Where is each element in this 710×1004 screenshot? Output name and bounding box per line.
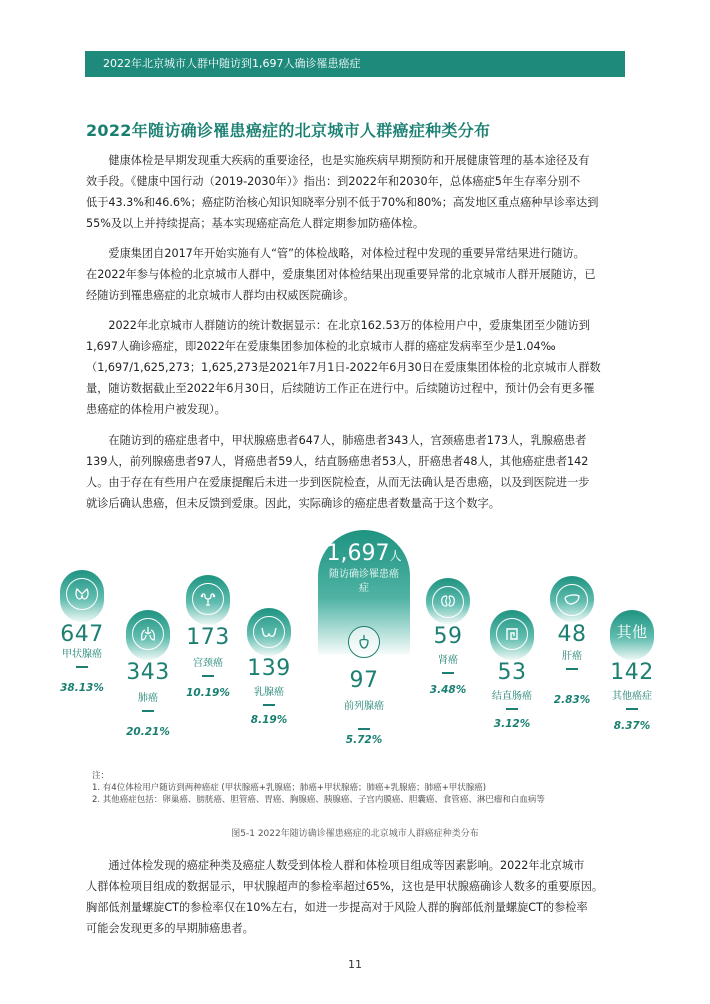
running-header: 2022年北京城市人群中随访到1,697人确诊罹患癌症: [85, 51, 625, 77]
category-percentage: 38.13%: [60, 682, 104, 694]
paragraph-line: 效手段。《健康中国行动（2019-2030年）》指出：到2022年和2030年，总体癌症5年生存率分别不: [86, 175, 581, 188]
divider: [506, 708, 518, 710]
divider: [202, 675, 214, 677]
paragraph-line: 健康体检是早期发现重大疾病的重要途径，也是实施疾病早期预防和开展健康管理的基本途径及有: [108, 154, 590, 167]
category-percentage: 3.12%: [493, 718, 531, 730]
prostate-icon: [348, 626, 380, 658]
paragraph-line: 就诊后确认患癌，但未反馈到爱康。因此，实际确诊的癌症患者数量高于这个数字。: [86, 497, 500, 510]
uterus-icon: [192, 583, 224, 615]
lung-icon: [132, 618, 164, 650]
divider: [626, 708, 638, 710]
category-percentage: 10.19%: [186, 687, 230, 699]
category-percentage: 2.83%: [553, 694, 591, 706]
category-percentage: 5.72%: [345, 734, 383, 746]
category-percentage: 20.21%: [126, 726, 170, 738]
divider: [76, 666, 88, 668]
paragraph-line: 在随访到的癌症患者中，甲状腺癌患者647人，肺癌患者343人，宫颈癌患者173人，乳腺癌患者: [108, 434, 587, 447]
section-title: 2022年随访确诊罹患癌症的北京城市人群癌症种类分布: [86, 121, 491, 140]
category-value: 48: [557, 622, 587, 647]
category-label: 其他癌症: [612, 691, 652, 702]
category-label: 肺癌: [138, 693, 158, 704]
breast-icon: [253, 616, 285, 648]
paragraph-line: 139人，前列腺癌患者97人，肾癌患者59人，结直肠癌患者53人，肝癌患者48人，其他癌症患者142: [86, 455, 589, 468]
category-pill: [610, 610, 654, 660]
category-value: 647: [60, 622, 104, 647]
kidney-icon: [432, 586, 464, 618]
category-pill: [322, 622, 406, 662]
category-pill: [60, 570, 104, 622]
paragraph-line: 经随访到罹患癌症的北京城市人群均由权威医院确诊。: [86, 289, 355, 302]
category-percentage: 8.19%: [250, 714, 288, 726]
category-label: 肝癌: [562, 651, 582, 662]
note-item: 2. 其他癌症包括：卵巢癌、膀胱癌、胆管癌、胃癌、胸腺癌、胰腺癌、子宫内膜癌、胆囊癌、食管癌、淋巴瘤和白血病等: [92, 795, 545, 805]
category-pill: [426, 578, 470, 624]
category-breast: [227, 608, 311, 726]
divider: [263, 704, 275, 706]
paragraph-line: 患癌症的体检用户被发现）。: [86, 403, 226, 416]
category-value: 53: [497, 660, 527, 685]
category-percentage: 8.37%: [613, 720, 651, 732]
category-prostate: [322, 622, 406, 746]
category-pill: [186, 575, 230, 625]
paragraph-5: [86, 855, 630, 939]
paragraph-line: 胸部低剂量螺旋CT的参检率仅在10%左右，如进一步提高对于风险人群的胸部低剂量螺旋CT的参检率: [86, 901, 588, 914]
paragraph-line: 2022年北京城市人群随访的统计数据显示：在北京162.53万的体检用户中，爱康集团至少随访到: [108, 319, 590, 332]
divider: [358, 728, 370, 730]
figure-caption: 图5-1 2022年随访确诊罹患癌症的北京城市人群癌症种类分布: [231, 829, 479, 839]
category-pill: [247, 608, 291, 656]
total-label: 随访确诊罹患癌症: [329, 569, 399, 594]
category-pill: [490, 610, 534, 660]
category-pill: [550, 576, 594, 622]
category-pill: [126, 610, 170, 660]
category-value: 139: [247, 656, 291, 681]
paragraph-line: 55%及以上并持续提高；基本实现癌症高危人群定期参加防癌体检。: [86, 217, 425, 230]
paragraph-3: [86, 315, 630, 420]
paragraph-line: 人群体检项目组成的数据显示，甲状腺超声的参检率超过65%，这也是甲状腺癌确诊人数多的重要原因。: [86, 880, 604, 893]
paragraph-line: 低于43.3%和46.6%；癌症防治核心知识知晓率分别不低于70%和80%；高发地区重点癌种早诊率达到: [86, 196, 599, 209]
category-label: 结直肠癌: [492, 691, 532, 702]
paragraph-2: [86, 243, 630, 306]
intestine-icon: [496, 618, 528, 650]
paragraph-line: 人。由于存在有些用户在爱康提醒后未进一步到医院检查，从而无法确认是否患癌，以及到医院进一步: [86, 476, 590, 489]
paragraph-line: 可能会发现更多的早期肺癌患者。: [86, 922, 254, 935]
category-label: 宫颈癌: [193, 658, 223, 669]
paragraph-line: 通过体检发现的癌症种类及癌症人数受到体检人群和体检项目组成等因素影响。2022年北京城市: [108, 859, 585, 872]
paragraph-line: （1,697/1,625,273；1,625,273是2021年7月1日-2022年6月30日在爱康集团体检的北京城市人群数: [86, 361, 601, 374]
thyroid-icon: [66, 578, 98, 610]
paragraph-line: 爱康集团自2017年开始实施有人“管”的体检战略，对体检过程中发现的重要异常结果进行随访。: [108, 247, 585, 260]
category-value: 173: [186, 625, 230, 650]
note-item: 1. 有4位体检用户随访到两种癌症 (甲状腺癌+乳腺癌；肺癌+甲状腺癌；肺癌+乳腺癌；肺癌+甲状腺癌): [92, 783, 487, 793]
category-label: 前列腺癌: [344, 701, 384, 712]
other-icon-text: 其他: [616, 623, 648, 641]
category-other: [590, 610, 674, 732]
notes-title: 注：: [92, 771, 110, 781]
paragraph-line: 在2022年参与体检的北京城市人群中，爱康集团对体检结果出现重要异常的北京城市人群开展随访，已: [86, 268, 596, 281]
paragraph-4: [86, 430, 630, 514]
liver-icon: [556, 584, 588, 616]
paragraph-line: 量，随访数据截止至2022年6月30日，后续随访工作正在进行中。后续随访过程中，预计仍会有更多罹: [86, 382, 595, 395]
paragraph-1: [86, 150, 630, 234]
category-value: 97: [349, 668, 379, 693]
cancer-distribution-infographic: [40, 530, 680, 770]
category-value: 59: [433, 624, 463, 649]
category-value: 343: [126, 660, 170, 685]
category-label: 肾癌: [438, 655, 458, 666]
divider: [442, 672, 454, 674]
page-number: 11: [348, 958, 362, 971]
category-label: 乳腺癌: [254, 687, 284, 698]
divider: [566, 668, 578, 670]
figure-notes: [92, 770, 632, 806]
divider: [142, 710, 154, 712]
paragraph-line: 1,697人确诊癌症，即2022年在爱康集团参加体检的北京城市人群的癌症发病率至少是1.04‰: [86, 340, 556, 353]
category-label: 甲状腺癌: [62, 649, 102, 660]
total-value: 1,697人: [326, 541, 402, 566]
category-value: 142: [610, 660, 654, 685]
category-percentage: 3.48%: [429, 684, 467, 696]
